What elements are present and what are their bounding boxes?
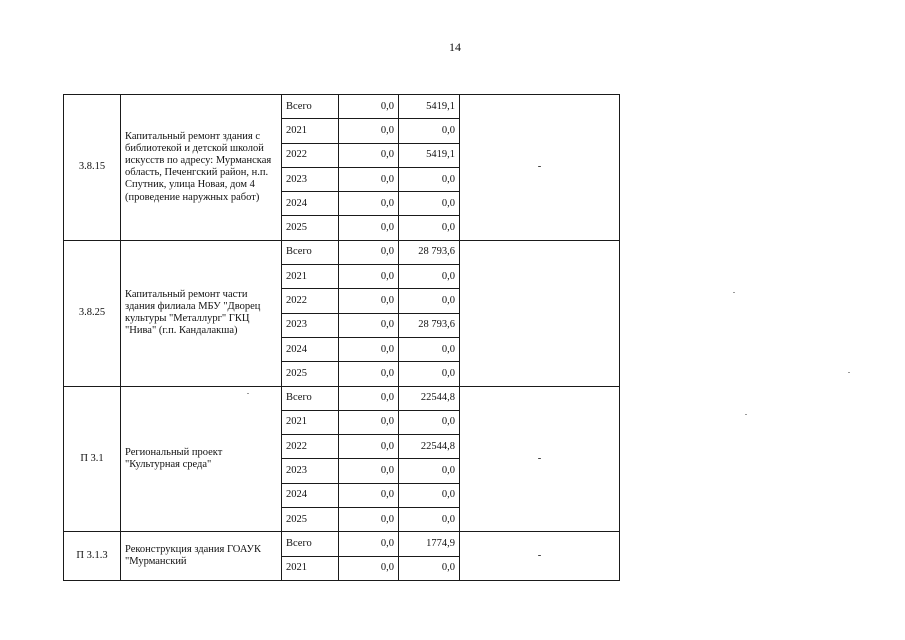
value-cell: 0,0 (339, 289, 399, 313)
value-cell: 5419,1 (399, 95, 460, 119)
value-cell: 22544,8 (399, 435, 460, 459)
value-cell: 0,0 (339, 362, 399, 386)
year-cell: 2021 (282, 410, 339, 434)
value-cell: 0,0 (339, 386, 399, 410)
row-name: Региональный проект "Культурная среда" (121, 386, 282, 532)
row-name: Реконструкция здания ГОАУК "Мурманский (121, 532, 282, 581)
value-cell: 0,0 (339, 435, 399, 459)
value-cell: 28 793,6 (399, 240, 460, 264)
value-cell: 0,0 (399, 483, 460, 507)
value-cell: 0,0 (399, 508, 460, 532)
row-code: 3.8.15 (64, 95, 121, 241)
row-name: Капитальный ремонт части здания филиала МБУ "Дворец культуры "Металлург" ГКЦ "Нива" (г.п. Кандалакша) (121, 240, 282, 386)
budget-table (63, 94, 620, 581)
scan-speck (733, 292, 735, 293)
table-row (64, 240, 620, 264)
value-cell: 0,0 (339, 119, 399, 143)
year-cell: 2025 (282, 362, 339, 386)
value-cell: 0,0 (399, 192, 460, 216)
value-cell: 0,0 (339, 337, 399, 361)
table-row (64, 532, 620, 556)
row-note: - (460, 386, 620, 532)
row-code: П 3.1 (64, 386, 121, 532)
value-cell: 0,0 (339, 240, 399, 264)
year-cell: Всего (282, 240, 339, 264)
scan-speck (745, 414, 747, 415)
year-cell: 2024 (282, 483, 339, 507)
value-cell: 0,0 (399, 556, 460, 580)
page-number: 14 (449, 40, 461, 54)
value-cell: 28 793,6 (399, 313, 460, 337)
value-cell: 0,0 (399, 362, 460, 386)
value-cell: 0,0 (399, 337, 460, 361)
value-cell: 0,0 (399, 410, 460, 434)
year-cell: 2024 (282, 192, 339, 216)
value-cell: 5419,1 (399, 143, 460, 167)
value-cell: 0,0 (339, 508, 399, 532)
row-note (460, 240, 620, 386)
value-cell: 1774,9 (399, 532, 460, 556)
value-cell: 0,0 (339, 410, 399, 434)
row-note: - (460, 95, 620, 241)
year-cell: 2021 (282, 265, 339, 289)
year-cell: 2022 (282, 435, 339, 459)
value-cell: 0,0 (339, 192, 399, 216)
value-cell: 0,0 (339, 95, 399, 119)
value-cell: 0,0 (339, 556, 399, 580)
row-code: 3.8.25 (64, 240, 121, 386)
value-cell: 0,0 (399, 289, 460, 313)
value-cell: 0,0 (339, 483, 399, 507)
row-name: Капитальный ремонт здания с библиотекой и детской школой искусств по адресу: Мурманская область, Печенгский район, н.п. Спутник, улица Новая, дом 4 (проведение наружных работ) (121, 95, 282, 241)
year-cell: 2023 (282, 459, 339, 483)
year-cell: Всего (282, 95, 339, 119)
year-cell: Всего (282, 532, 339, 556)
year-cell: Всего (282, 386, 339, 410)
value-cell: 0,0 (399, 216, 460, 240)
year-cell: 2023 (282, 313, 339, 337)
scan-speck (848, 372, 850, 373)
value-cell: 0,0 (399, 459, 460, 483)
value-cell: 0,0 (399, 265, 460, 289)
value-cell: 0,0 (339, 216, 399, 240)
year-cell: 2022 (282, 289, 339, 313)
year-cell: 2023 (282, 167, 339, 191)
value-cell: 22544,8 (399, 386, 460, 410)
value-cell: 0,0 (399, 167, 460, 191)
table-row (64, 95, 620, 119)
value-cell: 0,0 (339, 143, 399, 167)
value-cell: 0,0 (339, 459, 399, 483)
scan-speck (247, 393, 249, 394)
value-cell: 0,0 (339, 532, 399, 556)
year-cell: 2025 (282, 216, 339, 240)
value-cell: 0,0 (339, 167, 399, 191)
year-cell: 2024 (282, 337, 339, 361)
row-note: - (460, 532, 620, 581)
value-cell: 0,0 (339, 313, 399, 337)
year-cell: 2021 (282, 119, 339, 143)
table-row (64, 386, 620, 410)
value-cell: 0,0 (399, 119, 460, 143)
row-code: П 3.1.3 (64, 532, 121, 581)
year-cell: 2022 (282, 143, 339, 167)
year-cell: 2021 (282, 556, 339, 580)
year-cell: 2025 (282, 508, 339, 532)
value-cell: 0,0 (339, 265, 399, 289)
